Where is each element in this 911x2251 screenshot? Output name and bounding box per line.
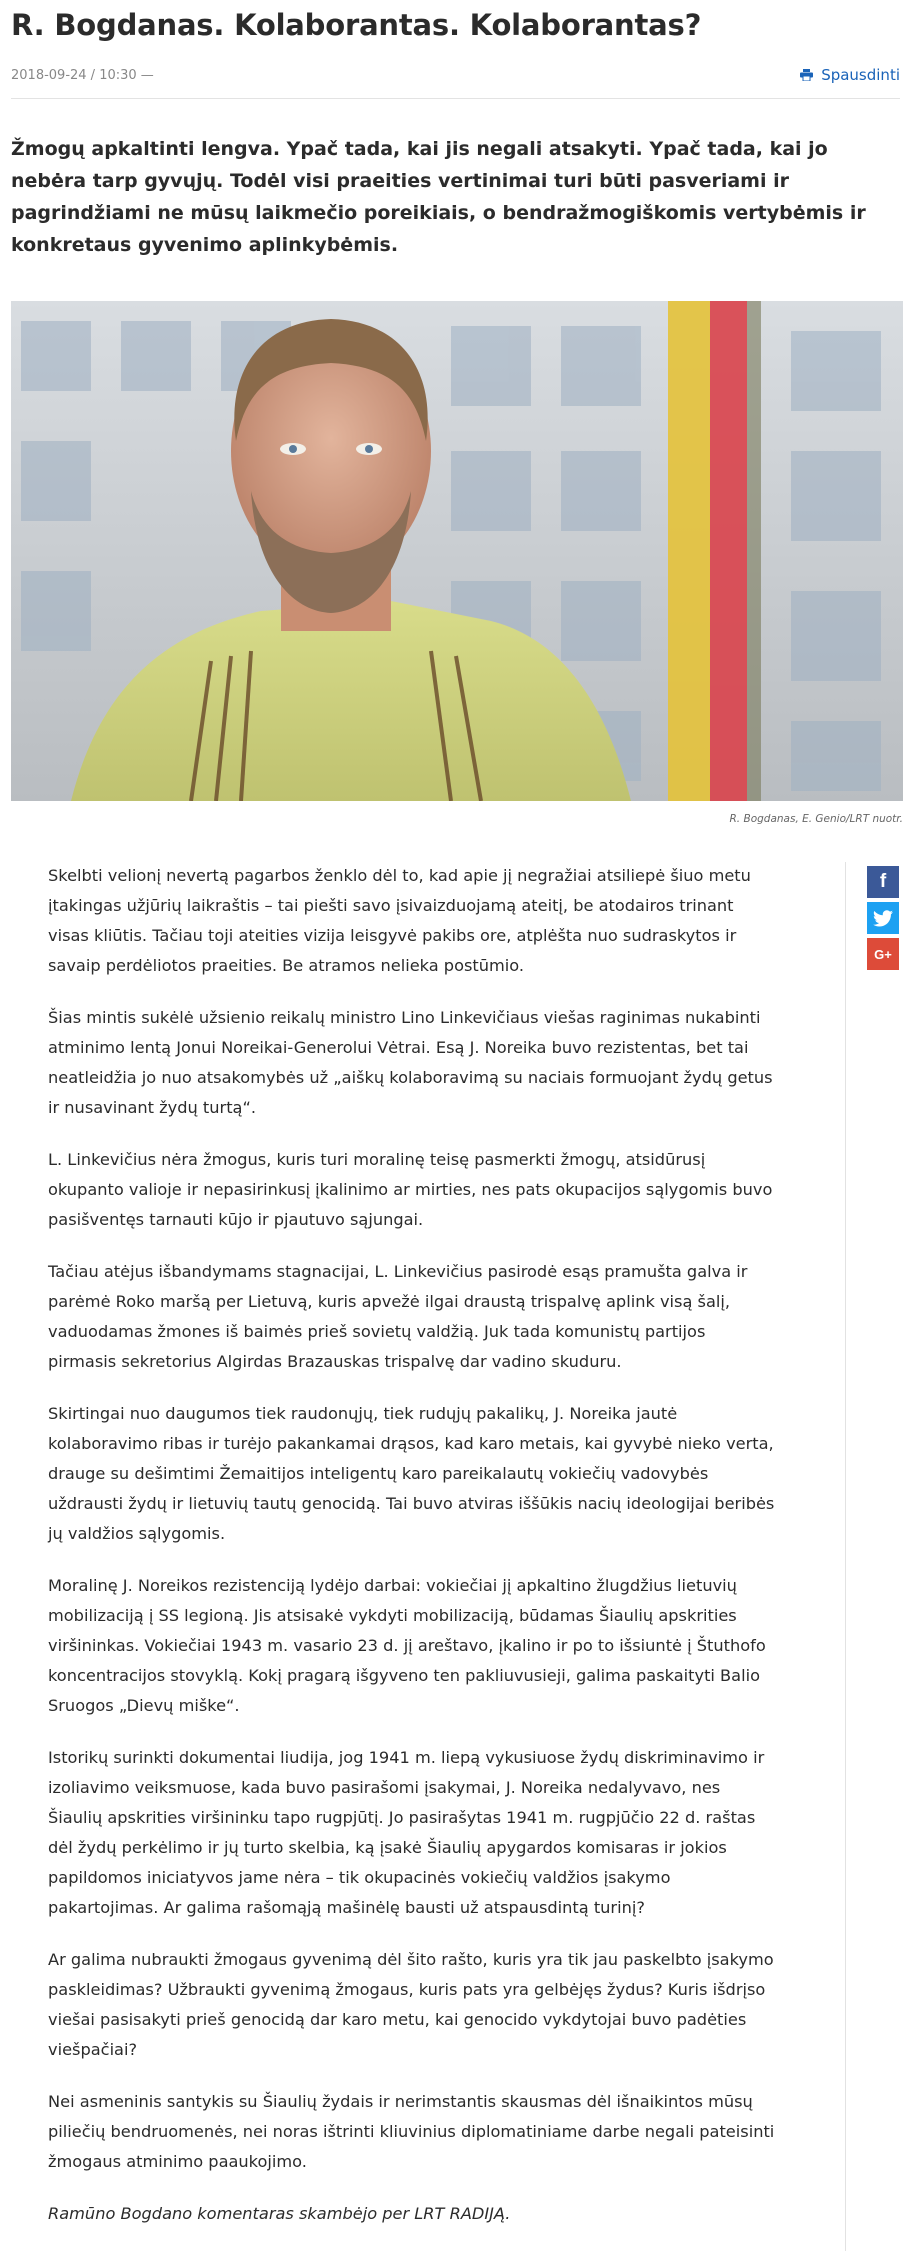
article-paragraph: Ar galima nubraukti žmogaus gyvenimą dėl šito rašto, kuris yra tik jau paskelbto įsakymo paskleidimas? Užbraukti gyvenimą žmogaus, kuris pats yra gelbėjęs žydus? Kuris išdrįso viešai pasisakyti prieš genocidą dar karo metu, kai genocido vykdytojai buvo padėties viešpačiai? [48, 1950, 774, 2059]
article-paragraph: L. Linkevičius nėra žmogus, kuris turi moralinę teisę pasmerkti žmogų, atsidūrusį okupanto valioje ir nepasirinkusį įkalinimo ar mirties, nes pats okupacijos sąlygomis buvo pasišventęs tarnauti kūjo ir pjautuvo sąjungai. [48, 1150, 773, 1229]
article-paragraph: Istorikų surinkti dokumentai liudija, jog 1941 m. liepą vykusiuose žydų diskriminavimo ir izoliavimo veiksmuose, kada buvo pasirašomi įsakymai, J. Noreika nedalyvavo, nes Šiaulių apskrities viršininku tapo rugpjūtį. Jo pasirašytas 1941 m. rugpjūčio 22 d. raštas dėl žydų perkėlimo ir jų turto skelbia, ką įsakė Šiaulių apygardos komisaras ir jokios papildomos iniciatyvos jame nėra – tik okupacinės vokiečių valdžios įsakymo pakartojimas. Ar galima rašomąją mašinėlę bausti už atspausdintą turinį? [48, 1748, 765, 1917]
twitter-share-button[interactable] [867, 902, 899, 934]
article-meta [11, 64, 900, 99]
google-plus-icon: G+ [874, 946, 892, 962]
article-paragraph: Tačiau atėjus išbandymams stagnacijai, L. Linkevičius pasirodė esąs pramušta galva ir parėmė Roko maršą per Lietuvą, kuris apvežė ilgai draustą trispalvę aplink visą šalį, vaduodamas žmones iš baimės prieš sovietų valdžią. Juk tada komunistų partijos pirmasis sekretorius Algirdas Brazauskas trispalvę dar vadino skuduru. [48, 1262, 748, 1371]
article-paragraph: Skirtingai nuo daugumos tiek raudonųjų, tiek rudųjų pakalikų, J. Noreika jautė kolaboravimo ribas ir turėjo pakankamai drąsos, kad karo metais, kai gyvybė nieko verta, drauge su dešimtimi Žemaitijos inteligentų karo pareikalautų vokiečių vadovybės uždrausti žydų ir lietuvių tautų genocidą. Tai buvo atviras iššūkis nacių ideologijai beribės jų valdžios sąlygomis. [48, 1404, 775, 1543]
portrait-image [11, 301, 903, 801]
print-icon [800, 69, 813, 81]
article-title: R. Bogdanas. Kolaborantas. Kolaborantas? [11, 8, 702, 42]
article-lead: Žmogų apkaltinti lengva. Ypač tada, kai jis negali atsakyti. Ypač tada, kai jo nebėra tarp gyvųjų. Todėl visi praeities vertinimai turi būti pasveriami ir pagrindžiami ne mūsų laikmečio poreikiais, o bendražmogiškomis vertybėmis ir konkretaus gyvenimo aplinkybėmis. [11, 138, 866, 256]
article-paragraph: Moralinę J. Noreikos rezistenciją lydėjo darbai: vokiečiai jį apkaltino žlugdžius lietuvių mobilizaciją į SS legioną. Jis atsisakė vykdyti mobilizaciją, būdamas Šiaulių apskrities viršininkas. Vokiečiai 1943 m. vasario 23 d. jį areštavo, įkalino ir po to išsiuntė į Štuthofo koncentracijos stovyklą. Kokį pragarą išgyveno ten pakliuvusieji, galima paskaityti Balio Sruogos „Dievų miške“. [48, 1576, 766, 1715]
article-paragraph: Šias mintis sukėlė užsienio reikalų ministro Lino Linkevičiaus viešas raginimas nukabinti atminimo lentą Jonui Noreikai-Generolui Vėtrai. Esą J. Noreika buvo rezistentas, bet tai neatleidžia jo nuo atsakomybės už „aiškų kolaboravimą su naciais formuojant žydų getus ir nusavinant žydų turtą“. [48, 1008, 773, 1117]
facebook-share-button[interactable] [867, 866, 899, 898]
article-signature: Ramūno Bogdano komentaras skambėjo per LRT RADIJĄ. [48, 2204, 511, 2223]
twitter-icon [873, 910, 893, 927]
print-button[interactable] [800, 64, 900, 86]
article-body [48, 861, 778, 2251]
photo-caption: R. Bogdanas, E. Genio/LRT nuotr. [729, 813, 903, 825]
facebook-icon: f [879, 871, 887, 892]
publish-date: 2018-09-24 / 10:30 — [11, 68, 154, 83]
article-photo [11, 301, 903, 801]
article-paragraph: Skelbti velionį nevertą pagarbos ženklo dėl to, kad apie jį negražiai atsiliepė šiuo metu įtakingas užjūrių laikraštis – tai piešti savo įsivaizduojamą ateitį, be atodairos trinant visas kliūtis. Tačiau toji ateities vizija leisgyvė pakibs ore, atplėšta nuo sudraskytos ir savaip perdėliotos praeities. Be atramos nelieka postūmio. [48, 866, 751, 975]
article-paragraph: Nei asmeninis santykis su Šiaulių žydais ir nerimstantis skausmas dėl išnaikintos mūsų piliečių bendruomenės, nei noras ištrinti kliuvinius diplomatiniame darbe negali pateisinti žmogaus atminimo paaukojimo. [48, 2092, 775, 2171]
google-plus-share-button[interactable] [867, 938, 899, 970]
print-label: Spausdinti [821, 66, 900, 84]
share-divider [845, 862, 846, 2251]
